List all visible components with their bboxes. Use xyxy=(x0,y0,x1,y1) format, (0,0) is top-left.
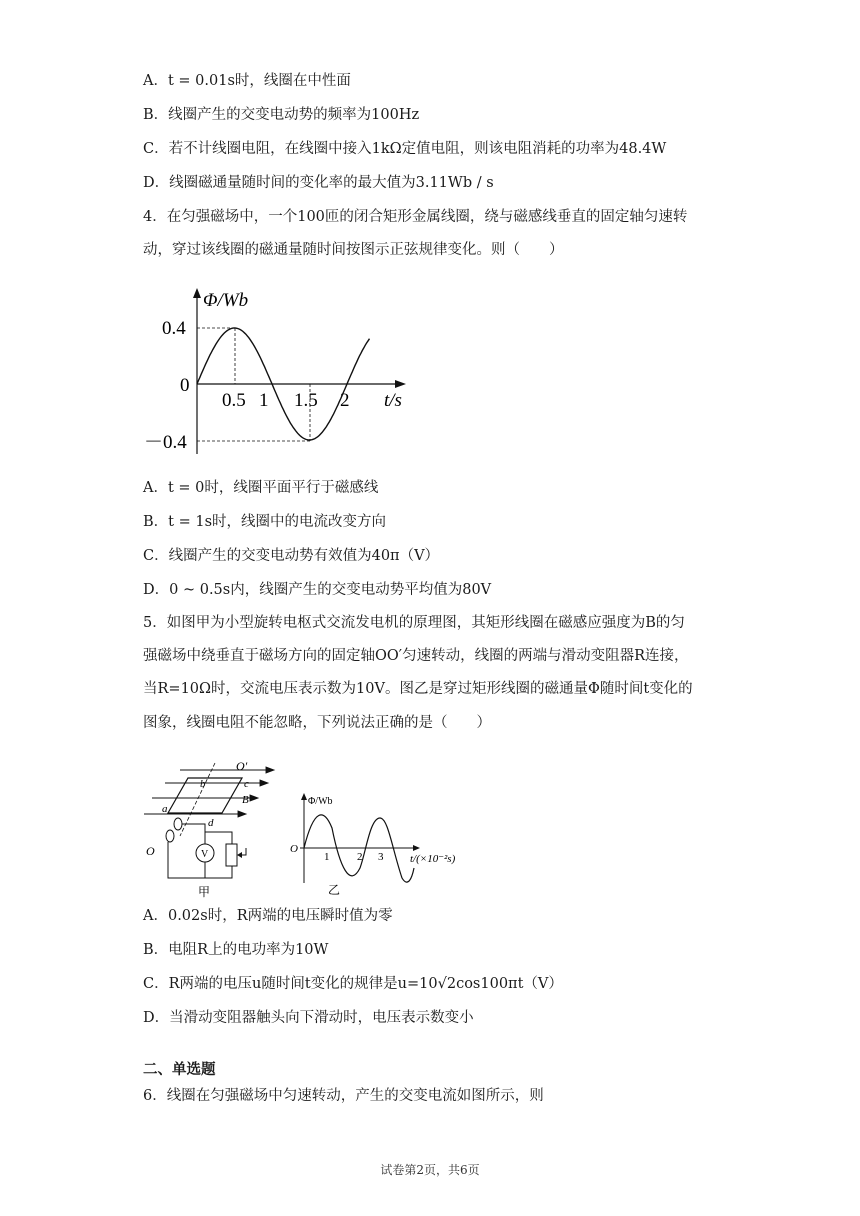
q4-option-a: A．t = 0时，线圈平面平行于磁感线 xyxy=(143,480,379,496)
q4-stem-line2: 动，穿过该线圈的磁通量随时间按图示正弦规律变化。则（ ） xyxy=(143,242,564,258)
svg-text:c: c xyxy=(244,778,249,790)
svg-text:O′: O′ xyxy=(236,759,248,773)
q5-stem-line4: 图象，线圈电阻不能忽略，下列说法正确的是（ ） xyxy=(143,715,491,731)
y-axis-arrow xyxy=(193,288,201,298)
q4-stem-line1: 4．在匀强磁场中，一个100匝的闭合矩形金属线圈，绕与磁感线垂直的固定轴匀速转 xyxy=(143,209,688,225)
q5-stem-line2: 强磁场中绕垂直于磁场方向的固定轴OO′匀速转动，线圈的两端与滑动变阻器R连接， xyxy=(143,648,689,664)
y-axis-label: Φ/Wb xyxy=(203,290,249,311)
q5-option-d: D．当滑动变阻器触头向下滑动时，电压表示数变小 xyxy=(143,1010,474,1026)
svg-text:2: 2 xyxy=(357,851,363,863)
q5-option-a: A．0.02s时，R两端的电压瞬时值为零 xyxy=(143,908,393,924)
rheostat xyxy=(226,844,237,866)
svg-text:甲: 甲 xyxy=(198,885,211,898)
svg-text:O: O xyxy=(146,844,155,858)
x-tick-1-5: 1.5 xyxy=(294,390,318,411)
x-tick-2: 2 xyxy=(340,390,350,411)
svg-text:V: V xyxy=(201,849,209,860)
svg-text:b: b xyxy=(200,778,206,790)
q5-stem-line1: 5．如图甲为小型旋转电枢式交流发电机的原理图，其矩形线圈在磁感应强度为B的匀 xyxy=(143,615,685,631)
q4-option-b: B．t = 1s时，线圈中的电流改变方向 xyxy=(143,514,387,530)
svg-text:B: B xyxy=(242,794,249,806)
q3-option-c: C．若不计线圈电阻，在线圈中接入1kΩ定值电阻，则该电阻消耗的功率为48.4W xyxy=(143,141,667,157)
svg-text:3: 3 xyxy=(378,851,384,863)
y-tick-zero: 0 xyxy=(180,375,190,396)
x-axis-arrow xyxy=(395,380,406,388)
y-tick-bottom: －0.4 xyxy=(144,432,187,453)
q5-stem-line3: 当R=10Ω时，交流电压表示数为10V。图乙是穿过矩形线圈的磁通量Φ随时间t变化的 xyxy=(143,681,693,697)
svg-text:乙: 乙 xyxy=(328,883,341,897)
q5-flux-figure xyxy=(284,788,504,898)
svg-text:t/(×10⁻²s): t/(×10⁻²s) xyxy=(410,853,456,865)
x-tick-0-5: 0.5 xyxy=(222,390,246,411)
q3-option-b: B．线圈产生的交变电动势的频率为100Hz xyxy=(143,107,420,123)
svg-text:Φ/Wb: Φ/Wb xyxy=(308,796,333,807)
page-footer: 试卷第2页，共6页 xyxy=(380,1163,480,1177)
q4-flux-chart xyxy=(140,284,430,459)
q5-option-c: C．R两端的电压u随时间t变化的规律是u=10√2cos100πt（V） xyxy=(143,976,563,992)
x-tick-1: 1 xyxy=(259,390,269,411)
section-title: 二、单选题 xyxy=(143,1061,216,1078)
svg-text:a: a xyxy=(162,803,168,815)
q5-generator-figure xyxy=(140,758,280,898)
q4-option-d: D．0 ~ 0.5s内，线圈产生的交变电动势平均值为80V xyxy=(143,582,492,598)
q4-option-c: C．线圈产生的交变电动势有效值为40π（V） xyxy=(143,548,440,564)
svg-text:1: 1 xyxy=(324,851,330,863)
svg-text:O: O xyxy=(290,843,298,855)
q3-option-d: D．线圈磁通量随时间的变化率的最大值为3.11Wb / s xyxy=(143,175,494,191)
x-axis-label: t/s xyxy=(384,390,402,411)
q5-option-b: B．电阻R上的电功率为10W xyxy=(143,942,329,958)
q3-option-a: A．t = 0.01s时，线圈在中性面 xyxy=(143,73,351,89)
svg-text:d: d xyxy=(208,817,214,829)
y-tick-top: 0.4 xyxy=(162,318,186,339)
q6-stem: 6．线圈在匀强磁场中匀速转动，产生的交变电流如图所示，则 xyxy=(143,1088,544,1104)
q5-flux-curve xyxy=(304,815,414,882)
